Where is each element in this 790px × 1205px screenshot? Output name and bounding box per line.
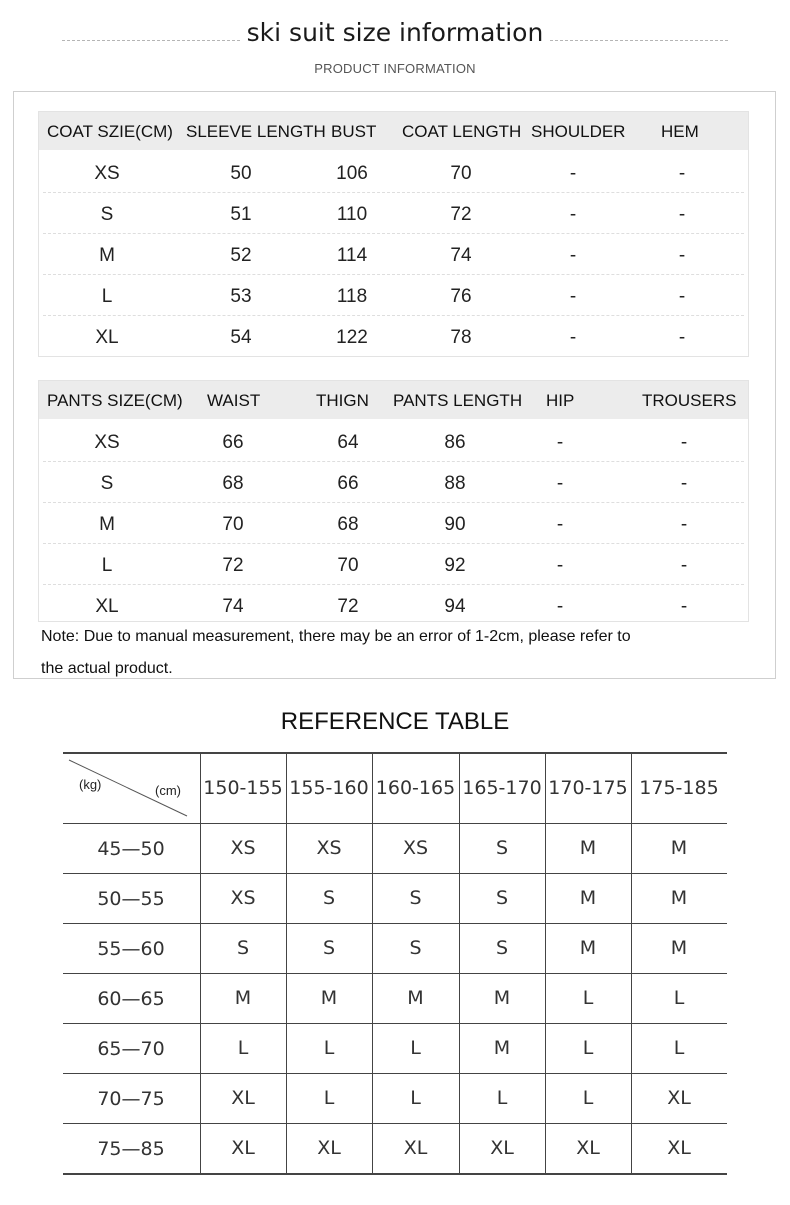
ref-size-cell: XL <box>667 1087 691 1109</box>
ref-size-cell: XL <box>231 1137 255 1159</box>
pants-cell: 74 <box>222 596 244 617</box>
coat-cell: - <box>678 204 686 225</box>
pants-cell: 70 <box>337 555 359 576</box>
ref-weight-label: 60—65 <box>97 988 165 1010</box>
pants-row <box>39 462 748 503</box>
note-line-1: Note: Due to manual measurement, there may be an error of 1-2cm, please refer to <box>41 628 631 645</box>
ref-size-cell: S <box>495 837 509 859</box>
pants-header-trousers: TROUSERS <box>642 391 737 410</box>
ref-size-cell: M <box>579 937 597 959</box>
pants-header-thign: THIGN <box>316 391 369 410</box>
pants-cell: 92 <box>444 555 466 576</box>
ref-size-cell: XS <box>230 837 256 859</box>
coat-cell: 51 <box>230 204 252 225</box>
ref-size-cell: XS <box>316 837 342 859</box>
ref-size-cell: L <box>582 1087 594 1109</box>
coat-cell: 106 <box>336 163 368 184</box>
ref-size-cell: L <box>323 1037 335 1059</box>
coat-header-sleeve: SLEEVE LENGTH <box>186 122 326 141</box>
coat-cell: 50 <box>230 163 252 184</box>
pants-cell: M <box>99 514 115 535</box>
pants-cell: - <box>680 432 688 453</box>
ref-size-cell: XS <box>230 887 256 909</box>
title-row <box>0 18 790 58</box>
ref-size-cell: L <box>410 1037 421 1059</box>
coat-header-size: COAT SZIE(CM) <box>47 122 173 141</box>
coat-cell: 54 <box>230 327 252 348</box>
ref-size-cell: L <box>237 1037 249 1059</box>
pants-cell: 94 <box>444 596 466 617</box>
ref-size-cell: L <box>582 1037 594 1059</box>
measurement-note <box>41 621 741 685</box>
ref-size-cell: S <box>322 937 336 959</box>
ref-weight-label: 55—60 <box>97 938 165 960</box>
ref-weight-label: 65—70 <box>97 1038 165 1060</box>
ref-size-cell: M <box>493 1037 511 1059</box>
pants-row <box>39 544 748 585</box>
corner-kg-label: (kg) <box>79 777 102 792</box>
ref-height-header: 165-170 <box>462 777 542 799</box>
coat-row <box>39 193 748 234</box>
pants-size-table <box>38 380 749 622</box>
ref-size-cell: M <box>234 987 252 1009</box>
pants-cell: - <box>556 596 564 617</box>
coat-cell: - <box>569 163 577 184</box>
ref-row-line <box>63 1173 727 1175</box>
coat-cell: 122 <box>336 327 368 348</box>
ref-size-cell: M <box>493 987 511 1009</box>
pants-cell: XL <box>95 596 119 617</box>
ref-size-cell: S <box>322 887 336 909</box>
ref-weight-label: 70—75 <box>97 1088 165 1110</box>
pants-cell: - <box>556 473 564 494</box>
pants-cell: - <box>556 555 564 576</box>
pants-cell: 64 <box>337 432 359 453</box>
coat-header-shoulder: SHOULDER <box>531 122 626 141</box>
ref-size-cell: XL <box>231 1087 255 1109</box>
ref-height-header: 160-165 <box>375 777 456 799</box>
ref-size-cell: S <box>409 887 422 909</box>
pants-cell: 90 <box>444 514 466 535</box>
ref-size-cell: M <box>320 987 338 1009</box>
ref-size-cell: L <box>673 1037 685 1059</box>
ref-size-cell: S <box>495 937 509 959</box>
coat-cell: 76 <box>450 286 472 307</box>
pants-cell: 66 <box>337 473 359 494</box>
ref-size-cell: XL <box>403 1137 428 1159</box>
coat-cell: S <box>100 204 114 225</box>
ref-weight-label: 75—85 <box>97 1138 165 1160</box>
ref-weight-label: 45—50 <box>97 838 165 860</box>
coat-cell: - <box>678 327 686 348</box>
pants-cell: 66 <box>222 432 244 453</box>
ref-height-header: 155-160 <box>289 777 369 799</box>
coat-cell: 114 <box>336 245 368 266</box>
ref-size-cell: L <box>496 1087 508 1109</box>
coat-cell: 74 <box>450 245 472 266</box>
pants-cell: - <box>680 473 688 494</box>
ref-size-cell: M <box>670 887 688 909</box>
ref-size-cell: XL <box>490 1137 514 1159</box>
coat-cell: - <box>678 286 686 307</box>
pants-cell: 68 <box>337 514 359 535</box>
coat-cell: 52 <box>230 245 252 266</box>
corner-cm-label: (cm) <box>155 783 181 798</box>
pants-row <box>39 421 748 462</box>
coat-cell: M <box>99 245 115 266</box>
pants-header-size: PANTS SIZE(CM) <box>47 391 183 410</box>
coat-size-table <box>38 111 749 357</box>
ref-size-cell: M <box>670 837 688 859</box>
ref-size-cell: XL <box>576 1137 600 1159</box>
ref-size-cell: XS <box>402 837 429 859</box>
coat-cell: 72 <box>450 204 472 225</box>
coat-cell: - <box>678 163 686 184</box>
ref-height-header: 150-155 <box>203 777 283 799</box>
coat-row <box>39 234 748 275</box>
coat-row <box>39 275 748 316</box>
ref-size-cell: S <box>409 937 422 959</box>
pants-row <box>39 585 748 626</box>
coat-row <box>39 316 748 357</box>
pants-cell: 86 <box>444 432 466 453</box>
pants-table-header <box>39 381 748 419</box>
coat-cell: 78 <box>450 327 472 348</box>
ref-size-cell: L <box>582 987 594 1009</box>
pants-cell: 68 <box>222 473 244 494</box>
ref-size-cell: M <box>407 987 424 1009</box>
coat-cell: - <box>569 204 577 225</box>
ref-size-cell: S <box>236 937 250 959</box>
title-decor-right <box>550 40 728 41</box>
reference-table-title: REFERENCE TABLE <box>280 708 510 735</box>
pants-cell: 70 <box>222 514 244 535</box>
reference-table <box>63 752 727 1174</box>
pants-cell: XS <box>94 432 120 453</box>
pants-header-waist: WAIST <box>207 391 261 410</box>
coat-cell: 110 <box>336 204 368 225</box>
note-line-2: the actual product. <box>41 660 173 677</box>
ref-size-cell: M <box>670 937 688 959</box>
coat-header-hem: HEM <box>661 122 699 141</box>
ref-size-cell: XL <box>667 1137 691 1159</box>
pants-header-pants-length: PANTS LENGTH <box>393 391 523 410</box>
coat-cell: XL <box>95 327 119 348</box>
pants-cell: - <box>556 514 564 535</box>
coat-cell: 118 <box>336 286 368 307</box>
pants-cell: S <box>100 473 114 494</box>
coat-cell: XS <box>94 163 120 184</box>
ref-size-cell: XL <box>317 1137 341 1159</box>
ref-size-cell: L <box>323 1087 335 1109</box>
ref-height-header: 175-185 <box>639 777 719 799</box>
coat-cell: - <box>678 245 686 266</box>
coat-table-header <box>39 112 748 150</box>
pants-cell: - <box>680 596 688 617</box>
coat-cell: 70 <box>450 163 472 184</box>
ref-size-cell: M <box>579 887 597 909</box>
pants-cell: - <box>680 514 688 535</box>
ref-size-cell: L <box>673 987 685 1009</box>
ref-size-cell: M <box>579 837 597 859</box>
coat-cell: 53 <box>230 286 252 307</box>
ref-weight-label: 50—55 <box>97 888 165 910</box>
pants-cell: - <box>680 555 688 576</box>
pants-cell: 88 <box>444 473 466 494</box>
page-title: ski suit size information <box>246 18 544 47</box>
coat-cell: - <box>569 327 577 348</box>
pants-cell: L <box>101 555 113 576</box>
pants-row <box>39 503 748 544</box>
coat-header-bust: BUST <box>331 122 377 141</box>
pants-cell: 72 <box>222 555 244 576</box>
coat-cell: - <box>569 245 577 266</box>
coat-cell: - <box>569 286 577 307</box>
pants-cell: - <box>556 432 564 453</box>
pants-cell: 72 <box>337 596 359 617</box>
coat-header-coat-length: COAT LENGTH <box>402 122 522 141</box>
ref-size-cell: L <box>410 1087 421 1109</box>
pants-header-hip: HIP <box>546 391 575 410</box>
ref-size-cell: S <box>495 887 509 909</box>
coat-row <box>39 152 748 193</box>
ref-height-header: 170-175 <box>548 777 628 799</box>
page-subtitle: PRODUCT INFORMATION <box>314 61 476 76</box>
coat-cell: L <box>101 286 113 307</box>
